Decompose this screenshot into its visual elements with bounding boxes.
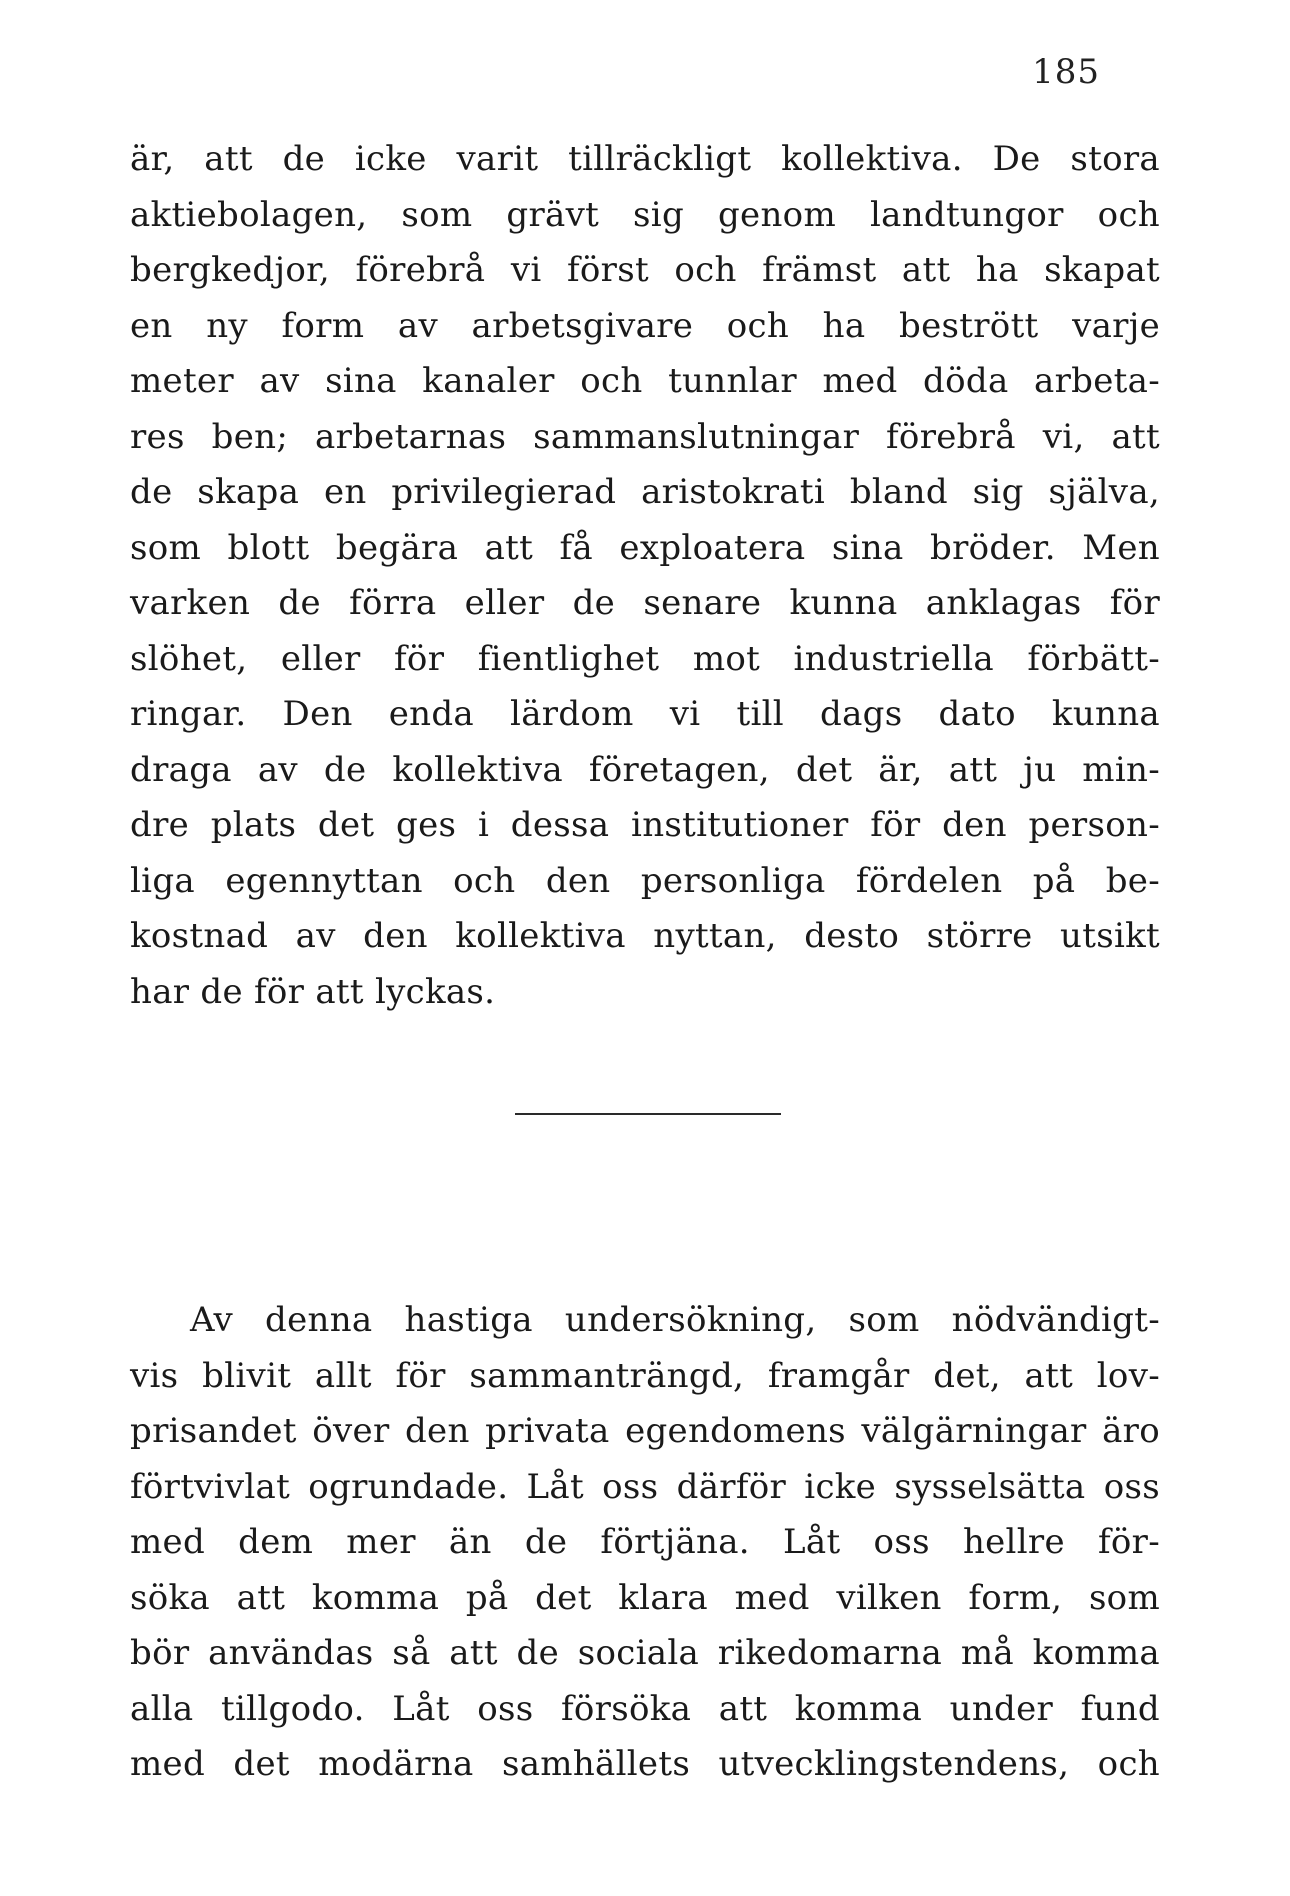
text-line: prisandet över den privata egendomens välgärningar äro — [130, 1411, 1160, 1451]
text-line: de skapa en privilegierad aristokrati bland sig själva, — [130, 472, 1160, 512]
text-line: bör användas så att de sociala rikedomarna må komma — [130, 1633, 1160, 1673]
paragraph-one — [130, 132, 1160, 1020]
text-line: med det modärna samhällets utvecklingstendens, och — [130, 1744, 1160, 1784]
text-line: bergkedjor, förebrå vi först och främst att ha skapat — [130, 250, 1160, 290]
text-line: söka att komma på det klara med vilken form, som — [130, 1577, 1160, 1618]
text-line: liga egennyttan och den personliga fördelen på be- — [130, 860, 1160, 901]
text-line: meter av sina kanaler och tunnlar med döda arbeta- — [130, 361, 1160, 401]
text-line: Av denna hastiga undersökning, som nödvändigt- — [190, 1300, 1160, 1340]
text-line: som blott begära att få exploatera sina bröder. Men — [130, 527, 1160, 568]
text-line: draga av de kollektiva företagen, det är, att ju min- — [130, 749, 1160, 790]
page-number: 185 — [1032, 52, 1100, 92]
paragraph-two — [130, 1293, 1160, 1793]
text-line: har de för att lyckas. — [130, 971, 496, 1012]
text-line: dre plats det ges i dessa institutioner för den person- — [130, 805, 1160, 845]
text-line: förtvivlat ogrundade. Låt oss därför icke sysselsätta oss — [130, 1466, 1160, 1507]
text-line: kostnad av den kollektiva nyttan, desto större utsikt — [130, 916, 1160, 956]
section-divider — [515, 1113, 781, 1115]
text-line: res ben; arbetarnas sammanslutningar förebrå vi, att — [130, 416, 1160, 457]
text-line: ringar. Den enda lärdom vi till dags dato kunna — [130, 694, 1160, 734]
text-line: vis blivit allt för sammanträngd, framgår det, att lov- — [130, 1355, 1160, 1396]
text-line: är, att de icke varit tillräckligt kollektiva. De stora — [130, 139, 1160, 179]
text-line: varken de förra eller de senare kunna anklagas för — [130, 583, 1160, 623]
text-line: aktiebolagen, som grävt sig genom landtungor och — [130, 194, 1160, 235]
text-line: en ny form av arbetsgivare och ha bestrött varje — [130, 305, 1160, 346]
text-line: alla tillgodo. Låt oss försöka att komma under fund — [130, 1688, 1160, 1729]
text-line: med dem mer än de förtjäna. Låt oss hellre för- — [130, 1522, 1160, 1562]
text-line: slöhet, eller för fientlighet mot industriella förbätt- — [130, 638, 1160, 679]
